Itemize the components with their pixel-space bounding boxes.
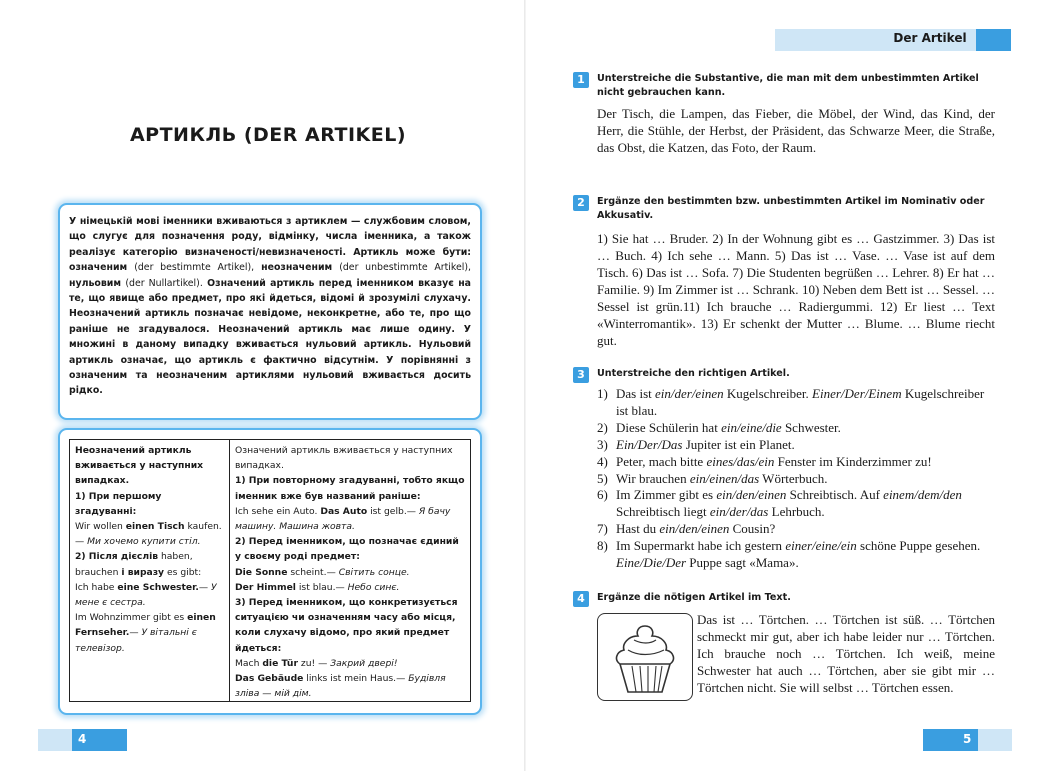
right-page [525,0,1050,771]
list-item: 8) Im Supermarkt habe ich gestern einer/eine/ein schöne Puppe gesehen. Eine/Die/Der Puppe sagt «Mama». [597,538,981,571]
rule-heading: 3) Перед іменником, що конкретизується ситуацією чи означенням часу або місця, коли слухачу відомо, про який предмет йдеться: [235,597,458,654]
column-heading: Означений артикль вживається у наступних випадках. [235,445,453,472]
header-tab [976,29,1011,51]
list-item: 5) Wir brauchen ein/einen/das Wörterbuch. [597,470,828,486]
rule-heading: 2) Перед іменником, що позначає єдиний у своєму роді предмет: [235,536,459,563]
exercise-text: Das ist … Törtchen. … Törtchen ist süß. … Törtchen schmeckt mir gut, aber ich habe leider nur … Törtchen. Ich brauche noch … Törtchen. Ich weiß, meine Schwester hat auch … Törtchen, aber sie gibt mir … Törtchen nicht. Sie will selbst … Törtchen essen. [697,612,995,695]
intro-box [58,203,482,420]
intro-sentence: неозначеним [254,262,340,274]
list-item: 7) Hast du ein/den/einen Cousin? [597,521,776,537]
rule-example: Die Sonne scheint.— Світить сонце. [235,566,410,578]
rule-example: Mach die Tür zu! — Закрий двері! [235,657,398,669]
exercise-text: 1) Sie hat … Bruder. 2) In der Wohnung gibt es … Gastzimmer. 3) Das ist … Buch. 4) Ich sehe … Mann. 5) Das ist … Vase. … Vase ist auf dem Tisch. 6) Das ist … Sofa. 7) Die Studenten begrüßen … Lehrer. 8) Er hat … Familie. 9) Im Zimmer ist … Schrank. 10) Neben dem Bett ist … Sessel. … Sessel ist grün.11) Ich brauche … Radiergummi. 12) Er liest … Text «Winterromantik». 13) Er schenkt der Mutter … Blume. … Blume riecht gut. [597,231,995,348]
exercise-number: 1 [573,72,589,88]
page-number: 4 [78,732,87,746]
exercise-instruction: Unterstreiche die Substantive, die man mit dem unbestimmten Artikel nicht gebrauchen kann. [597,73,979,98]
rule-heading: 1) При повторному згадуванні, тобто якщо іменник вже був названий раніше: [235,475,465,502]
rule-heading: 1) При першому згадуванні: [75,490,162,517]
rule-example: Das Gebäude links ist mein Haus.— Будівля зліва — мій дім. [235,673,446,700]
rules-table [69,439,471,702]
rules-table-box [58,428,482,715]
list-item: 4) Peter, mach bitte eines/das/ein Fenster im Kinderzimmer zu! [597,453,932,469]
running-header: Der Artikel [893,31,967,45]
list-item: 1) Das ist ein/der/einen Kugelschreiber. Einer/Der/Einem Kugelschreiber ist blau. [597,386,985,418]
rule-example: Wir wollen einen Tisch kaufen.— Ми хочемо купити стіл. [75,521,222,548]
cupcake-icon [597,613,693,701]
intro-sentence: Неозначений артикль позначає невідоме, неконкретне, або те, про що раніше не згадувалося. Неозначений артикль має лише одину. [69,308,471,335]
rule-example: Der Himmel ist blau.— Небо синє. [235,581,400,593]
intro-sentence: нульовим [69,277,126,289]
exercise-number: 3 [573,367,589,383]
rule-heading: 2) Після дієслів haben, brauchen і виразу es gibt: [75,551,202,578]
intro-sentence: Нульовий артикль означає, що артикль є фактично відсутнім. [69,339,472,366]
exercise-instruction: Ergänze die nötigen Artikel im Text. [597,592,791,603]
table-column-definite [230,440,470,701]
exercise-instruction: Unterstreiche den richtigen Artikel. [597,368,790,379]
intro-sentence: У німецькій мові іменники вживаються з артиклем — службовим словом, що слугує для позначення роду, відмінку, числа іменника, а також реалізує категорію визначеності/невизначеності. [69,216,471,258]
column-heading: Неозначений артикль вживається у наступних випадках. [75,445,204,487]
list-item: 3) Ein/Der/Das Jupiter ist ein Planet. [597,436,795,452]
page-number: 5 [963,732,972,746]
intro-text [69,214,471,399]
exercise-number: 4 [573,591,589,607]
page-number-bar-end [38,729,72,751]
rule-example: Im Wohnzimmer gibt es einen Fernseher.— У вітальні є телевізор. [75,612,216,654]
intro-sentence: Артикль може бути: означеним [69,246,472,274]
page-title: АРТИКЛЬ (DER ARTIKEL) [129,124,407,146]
intro-term: (der unbestimmte Artikel), [339,262,471,274]
intro-sentence: Означений артикль перед іменником вказує на те, що явище або предмет, про які йдеться, відомі й зрозумілі слухачу. [69,277,471,305]
intro-sentence: У множині в даному випадку вживається нульовий артикль. [69,323,471,351]
list-item: 2) Diese Schülerin hat ein/eine/die Schwester. [597,419,841,435]
exercise-list [597,386,997,572]
exercise-number: 2 [573,195,589,211]
intro-sentence: У порівнянні з означеним та неозначеним артиклями нульовий вживається досить рідко. [69,354,471,397]
exercise-text: Der Tisch, die Lampen, das Fieber, die Möbel, der Wind, das Kind, der Herr, die Stühle, der Herbst, der Präsident, das Schwarze Meer, die Straße, das Obst, die Katzen, das Foto, der Raum. [597,106,995,155]
exercise-instruction: Ergänze den bestimmten bzw. unbestimmten Artikel im Nominativ oder Akkusativ. [597,196,985,221]
intro-term: (der bestimmte Artikel), [134,262,255,274]
rule-example: Ich habe eine Schwester.— У мене є сестра. [75,581,217,609]
intro-term: (der Nullartikel). [125,277,203,289]
table-column-indefinite [70,440,230,701]
rule-example: Ich sehe ein Auto. Das Auto ist gelb.— Я бачу машину. Машина жовта. [235,505,451,533]
list-item: 6) Im Zimmer gibt es ein/den/einen Schreibtisch. Auf einem/dem/den Schreibtisch liegt ein/der/das Lehrbuch. [597,487,962,520]
